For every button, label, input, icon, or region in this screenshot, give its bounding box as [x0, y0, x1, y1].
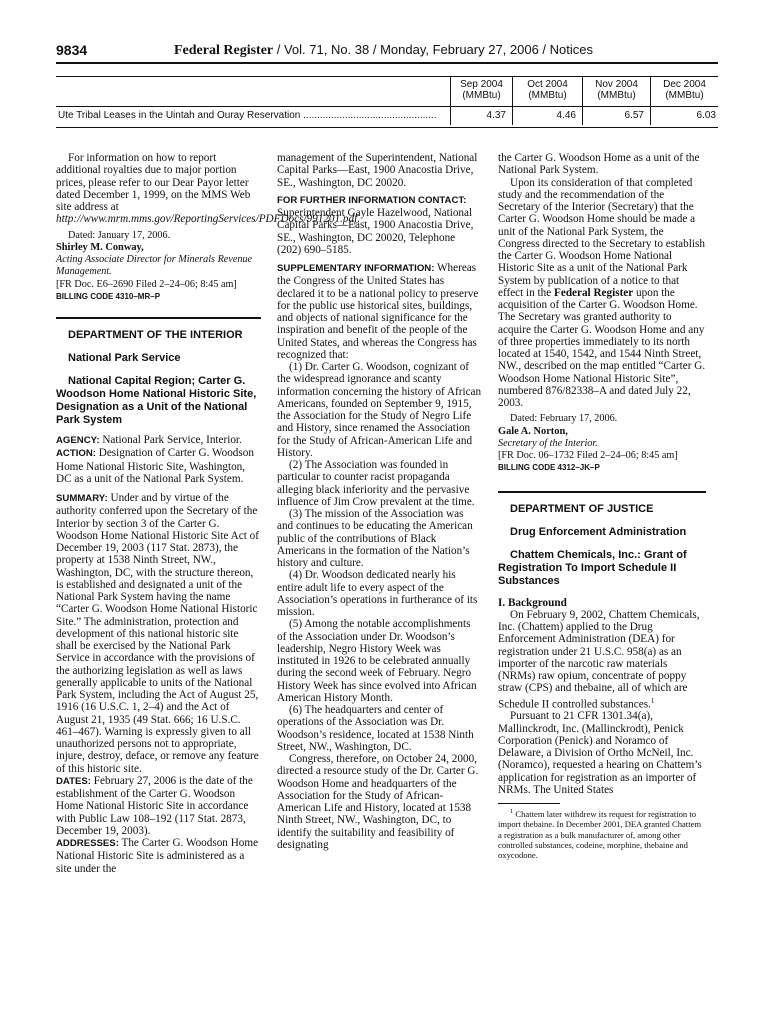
justice-section — [498, 491, 706, 861]
supplementary-paragraph: SUPPLEMENTARY INFORMATION: Whereas the Congress of the United States has declared it to be a national policy to preserve for the public use historical sites, buildings, and objects of national significance for the inspiration and benefit of the people of the United States, and whereas the Congress has recognized that: — [277, 262, 479, 361]
agency-line: AGENCY: National Park Service, Interior. — [56, 434, 242, 446]
dates-paragraph: DATES: February 27, 2006 is the date of the establishment of the Carter G. Woodson Home National Historic Site in accordance with Public Law 108–192 (117 Stat. 2873, December 19, 2003). — [56, 774, 253, 837]
section-heading: I. Background — [498, 596, 567, 609]
summary-paragraph: SUMMARY: Under and by virtue of the authority conferred upon the Secretary of the Interior by section 3 of the Carter G. Woodson Home National Historic Site Act of December 19, 2003 (117 Stat. 2873), the property at 1538 Ninth Street, NW., Washington, DC, with the structure thereon, is established and designated a unit of the National Park System having the name “Carter G. Woodson Home National Historic Site.” The administration, protection and development of this national historic site shall be exercised by the National Park Service in accordance with the provisions of the authorizing legislation as well as laws generally applicable to units of the National Park System, including the Act of August 25, 1916 (16 U.S.C. 1, 2–4) and the Act of August 21, 1935 (49 Stat. 666; 16 U.S.C. 461–467). Warning is expressly given to all unauthorized persons not to appropriate, injure, destroy, deface, or remove any feature of this historic site. — [56, 492, 259, 775]
column-2 — [277, 152, 482, 851]
mms-url: http://www.mrm.mms.gov/ReportingServices/PDFDocs/991201.pdf. — [56, 213, 361, 226]
finding-2: (2) The Association was founded in particular to counter racist propaganda alleging black inferiority and the pervasive influence of Jim Crow prevalent at the time. — [277, 459, 475, 508]
table-header-oct-2004: Oct 2004 (MMBtu) — [512, 76, 582, 106]
notice-title-2: Chattem Chemicals, Inc.: Grant of Registration To Import Schedule II Substances — [498, 548, 687, 587]
background-paragraph-1: On February 9, 2002, Chattem Chemicals, Inc. (Chattem) applied to the Drug Enforcement Administration (DEA) for registration under 21 U.S.C. 958(a) as an importer of the narcotic raw materials (NRMs) raw opium, concentrate of poppy straw (CPS) and thebaine, all of which are Schedule II controlled substances.$^1$ — [498, 608, 700, 711]
dated-line-2: Dated: February 17, 2006. — [510, 413, 618, 425]
finding-1: (1) Dr. Carter G. Woodson, cognizant of the widespread ignorance and scanty information concerning the history of African Americans, founded on September 9, 1915, the Association for the Study of Negro Life and History, since renamed the Association for the Study of African-American Life and History. — [277, 361, 482, 459]
agency-heading-2: Drug Enforcement Administration — [510, 525, 687, 538]
major-portion-paragraph: For information on how to report additional royalties due to major portion prices, please refer to our Dear Payor letter dated December 1, 1999, on the MMS Web site address at http://www.mrm.mms.gov/ReportingServices/PDFDocs/991201.pdf. — [56, 152, 361, 226]
signer-name-2: Gale A. Norton, — [498, 425, 568, 437]
header-rule — [56, 62, 718, 64]
footnote: $^1$ Chattem later withdrew its request for registration to import thebaine. In December 2001, DEA granted Chattem a registration as a bulk manufacturer of, among other controlled substances, codeine, morphine, thebaine and oxycodone. — [498, 808, 702, 861]
table-header-sep-2004: Sep 2004 (MMBtu) — [450, 76, 512, 106]
finding-3: (3) The mission of the Association was and continues to be educating the American public of the contributions of Black Americans in the formation of the Nation’s history and culture. — [277, 508, 473, 569]
table-bottom-rule — [56, 127, 718, 128]
footnote-ref: 1 — [650, 696, 655, 705]
contact-label: FOR FURTHER INFORMATION CONTACT: — [277, 194, 467, 206]
fr-doc-line: [FR Doc. E6–2690 Filed 2–24–06; 8:45 am] — [56, 278, 237, 290]
billing-code: BILLING CODE 4310–MR–P — [56, 291, 161, 301]
signer-name: Shirley M. Conway, — [56, 241, 144, 253]
table-header-dec-2004: Dec 2004 (MMBtu) — [650, 76, 718, 106]
finding-5: (5) Among the notable accomplishments of the Association under Dr. Woodson’s leadership, Negro History Week was instituted in 1926 to be celebrated annually during the second week of February. Negro History Week has since evolved into African American History Month. — [277, 618, 477, 704]
column-1 — [56, 152, 361, 875]
consideration-paragraph: Upon its consideration of that completed study and the recommendation of the Secretary of the Interior (Secretary) that the Carter G. Woodson Home should be made a unit of the National Park System, the Congress directed to the Secretary to establish the Carter G. Woodson Home National Historic Site as a unit of the National Park System by publication of a notice to that effect in the Federal Register upon the acquisition of the Carter G. Woodson Home. The Secretary was granted authority to acquire the Carter G. Woodson Home and any of three properties immediately to its north located at 1540, 1542, and 1544 Ninth Street, NW., described on the map entitled “Carter G. Woodson Home National Historic Site”, numbered 876/82338–A and dated July 22, 2003. — [498, 176, 706, 409]
interior-section — [56, 317, 261, 875]
footnote-rule — [498, 803, 560, 804]
signer-title-2: Secretary of the Interior. — [498, 437, 598, 449]
column-3 — [498, 152, 706, 861]
action-line: ACTION: Designation of Carter G. Woodson Home National Historic Site, Washington, DC as a unit of the National Park System. — [56, 447, 254, 485]
billing-code-2: BILLING CODE 4312–JK–P — [498, 463, 600, 473]
finding-4: (4) Dr. Woodson dedicated nearly his entire adult life to every aspect of the Association’s operations in furtherance of its mission. — [277, 569, 478, 618]
table-cell-dec: 6.03 — [650, 107, 718, 125]
congress-continued: the Carter G. Woodson Home as a unit of the National Park System. — [498, 152, 700, 177]
agency-heading: National Park Service — [68, 352, 181, 364]
journal-citation — [174, 40, 593, 61]
table-cell-sep: 4.37 — [450, 107, 512, 125]
department-heading-2: DEPARTMENT OF JUSTICE — [510, 502, 654, 515]
signer-title: Acting Associate Director for Minerals Revenue Management. — [56, 254, 253, 278]
finding-6: (6) The headquarters and center of operations of the Association was Dr. Woodson’s residence, located at 1538 Ninth Street, NW., Washington, DC. — [277, 704, 474, 753]
department-heading: DEPARTMENT OF THE INTERIOR — [68, 329, 243, 341]
table-header-nov-2004: Nov 2004 (MMBtu) — [582, 76, 650, 106]
contact-text: Superintendent Gayle Hazelwood, National Capital Parks—East, 1900 Anacostia Drive, SE., Washington, DC 20020, Telephone (202) 690–5185. — [277, 207, 474, 256]
page-number: 9834 — [56, 42, 88, 58]
issue-info: / Vol. 71, No. 38 / Monday, February 27, 2006 / Notices — [273, 42, 594, 57]
table-cell-nov: 6.57 — [582, 107, 650, 125]
fr-doc-line-2: [FR Doc. 06–1732 Filed 2–24–06; 8:45 am] — [498, 450, 678, 461]
dated-line: Dated: January 17, 2006. — [68, 229, 171, 241]
table-row-label: Ute Tribal Leases in the Uintah and Ouray Reservation ................................................ — [58, 110, 437, 121]
addresses-continued: management of the Superintendent, National Capital Parks—East, 1900 Anacostia Drive, SE., Washington, DC 20020. — [277, 152, 478, 189]
addresses-paragraph: ADDRESSES: The Carter G. Woodson Home National Historic Site is administered as a site under the — [56, 837, 259, 875]
table-cell-oct: 4.46 — [512, 107, 582, 125]
journal-title: Federal Register — [174, 43, 274, 58]
congress-paragraph: Congress, therefore, on October 24, 2000, directed a resource study of the Dr. Carter G. Woodson Home and headquarters of the Association for the Study of African-American Life and History, located at 1538 Ninth Street, NW., Washington, DC, to identify the suitability and feasibility of designating — [277, 753, 479, 851]
background-paragraph-2: Pursuant to 21 CFR 1301.34(a), Mallinckrodt, Inc. (Mallinckrodt), Penick Corporation (Penick) and Noramco of Delaware, a Division of Ortho McNeil, Inc. (Noramco), requested a hearing on Chattem’s application for registration as an importer of NRMs. The United States — [498, 710, 702, 796]
federal-register-ref: Federal Register — [554, 286, 634, 299]
page-header — [56, 40, 718, 60]
notice-title: National Capital Region; Carter G. Woodson Home National Historic Site, Designation as a Unit of the National Park System — [56, 375, 257, 426]
